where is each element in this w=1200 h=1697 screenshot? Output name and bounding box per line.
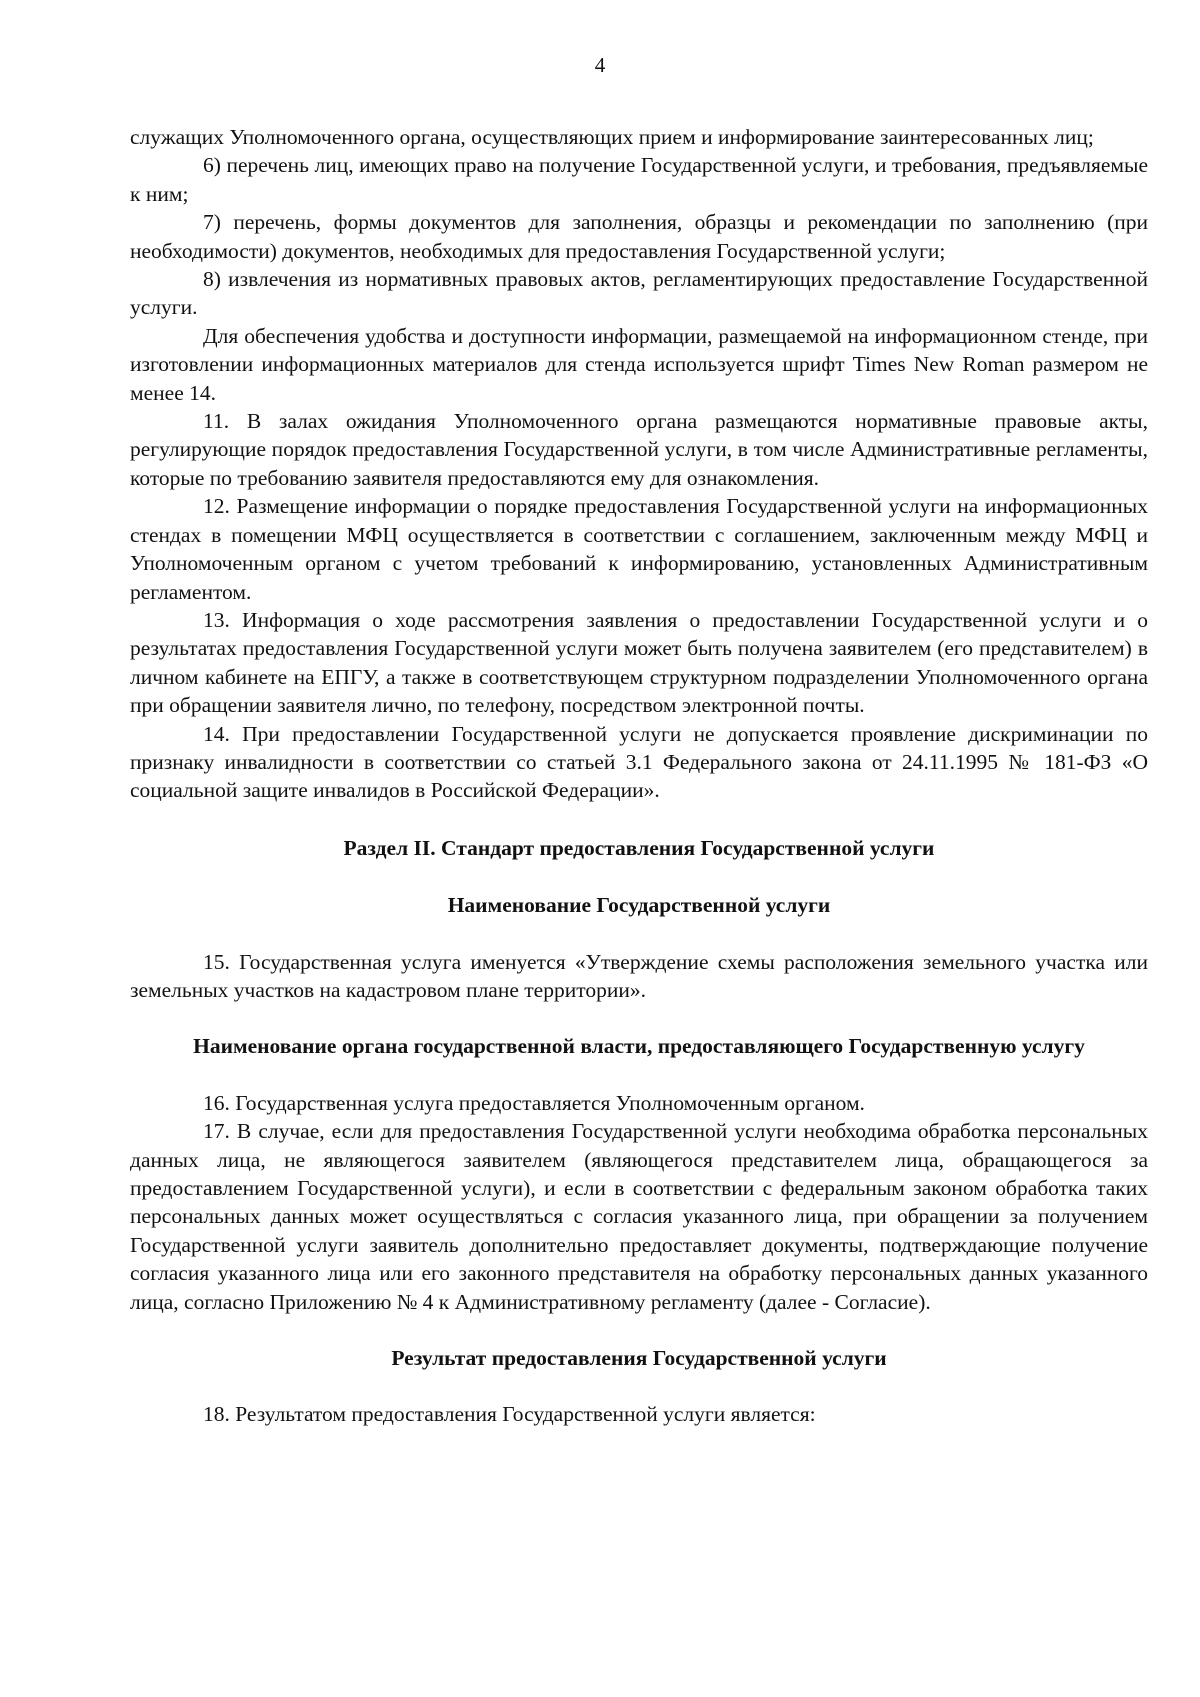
page-number: 4 <box>594 53 606 77</box>
clause-18: 18. Результатом предоставления Государственной услуги является: <box>203 1402 816 1427</box>
subheading-result: Результат предоставления Государственной услуги <box>391 1346 887 1371</box>
list-item-8: 8) извлечения из нормативных правовых актов, регламентирующих предоставление Государственной услуги. <box>130 267 1148 320</box>
clause-17: 17. В случае, если для предоставления Государственной услуги необходима обработка персональных данных лица, не являющегося заявителем (являющегося представителем лица, обращающегося за предоставлением Государственной услуги), и если в соответствии с федеральным законом обработка таких персональных данных может осуществляться с согласия указанного лица, при обращении за получением Государственной услуги заявитель дополнительно предоставляет документы, подтверждающие получение согласия указанного лица или его законного представителя на обработку персональных данных указанного лица, согласно Приложению № 4 к Административному регламенту (далее - Согласие). <box>130 1119 1148 1314</box>
clause-13: 13. Информация о ходе рассмотрения заявления о предоставлении Государственной услуги и о результатах предоставления Государственной услуги может быть получена заявителем (его представителем) в личном кабинете на ЕПГУ, а также в соответствующем структурном подразделении Уполномоченного органа при обращении заявителя лично, по телефону, посредством электронной почты. <box>130 607 1148 718</box>
clause-12: 12. Размещение информации о порядке предоставления Государственной услуги на информационных стендах в помещении МФЦ осуществляется в соответствии с соглашением, заключенным между МФЦ и Уполномоченным органом с учетом требований к информированию, установленных Административным регламентом. <box>130 494 1148 604</box>
paragraph-font-requirements: Для обеспечения удобства и доступности информации, размещаемой на информационном стенде, при изготовлении информационных материалов для стенда используется шрифт Times New Roman размером не менее 14. <box>130 323 1148 405</box>
list-item-6: 6) перечень лиц, имеющих право на получение Государственной услуги, и требования, предъявляемые к ним; <box>130 153 1148 206</box>
paragraph-continuation: служащих Уполномоченного органа, осуществляющих прием и информирование заинтересованных лиц; <box>130 125 1094 149</box>
subheading-service-name: Наименование Государственной услуги <box>447 893 831 918</box>
list-item-7: 7) перечень, формы документов для заполнения, образцы и рекомендации по заполнению (при необходимости) документов, необходимых для предоставления Государственной услуги; <box>130 210 1148 263</box>
subheading-authority: Наименование органа государственной власти, предоставляющего Государственную услугу <box>193 1034 1085 1059</box>
clause-14: 14. При предоставлении Государственной услуги не допускается проявление дискриминации по признаку инвалидности в соответствии со статьей 3.1 Федерального закона от 24.11.1995 № 181-ФЗ «О социальной защите инвалидов в Российской Федерации». <box>130 721 1148 803</box>
clause-16: 16. Государственная услуга предоставляется Уполномоченным органом. <box>203 1090 865 1115</box>
section-heading: Раздел II. Стандарт предоставления Государственной услуги <box>343 835 935 860</box>
clause-11: 11. В залах ожидания Уполномоченного органа размещаются нормативные правовые акты, регулирующие порядок предоставления Государственной услуги, в том числе Административные регламенты, которые по требованию заявителя предоставляются ему для ознакомления. <box>130 409 1148 490</box>
clause-15: 15. Государственная услуга именуется «Утверждение схемы расположения земельного участка или земельных участков на кадастровом плане территории». <box>130 949 1148 1002</box>
document-body <box>130 123 1148 1429</box>
